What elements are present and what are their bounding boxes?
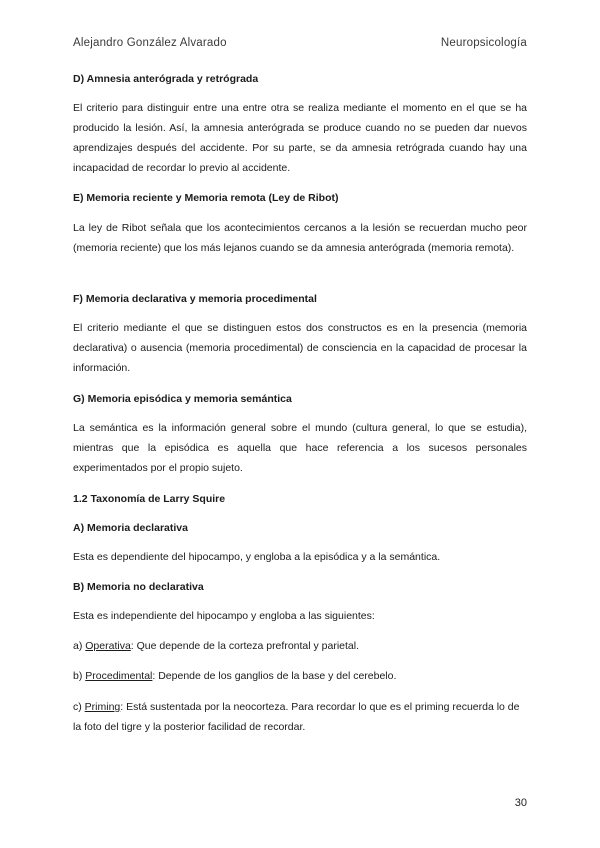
list-item-prefix: c) (73, 701, 85, 713)
squire-taxonomy-title: 1.2 Taxonomía de Larry Squire (73, 493, 226, 505)
section-e-body: La ley de Ribot señala que los acontecimientos cercanos a la lesión se recuerdan mucho peor (memoria reciente) que los más lejanos cuando se da amnesia anterógrada (memoria remota). (73, 222, 527, 254)
list-item-operativa (73, 636, 527, 656)
section-a-body: Esta es dependiente del hipocampo, y engloba a la episódica y a la semántica. (73, 551, 441, 563)
section-g-body: La semántica es la información general sobre el mundo (cultura general, lo que se estudia), mientras que la episódica es aquella que hace referencia a los sucesos personales experimentados por el propio sujeto. (73, 422, 527, 474)
section-g-title: G) Memoria episódica y memoria semántica (73, 393, 292, 405)
section-f-body: El criterio mediante el que se distinguen estos dos constructos es en la presencia (memoria declarativa) o ausencia (memoria procedimental) de consciencia en la capacidad de procesar la información. (73, 322, 527, 374)
section-d-title: D) Amnesia anterógrada y retrógrada (73, 73, 259, 85)
section-b-body: Esta es independiente del hipocampo y engloba a las siguientes: (73, 610, 375, 622)
section-d-body: El criterio para distinguir entre una entre otra se realiza mediante el momento en el que se ha producido la lesión. Así, la amnesia anterógrada se produce cuando no se pueden dar nuevos aprendizajes después del accidente. Por su parte, se da amnesia retrógrada cuando hay una incapacidad de recordar lo previo al accidente. (73, 102, 527, 174)
section-f-title: F) Memoria declarativa y memoria procedimental (73, 293, 317, 305)
section-b-title: B) Memoria no declarativa (73, 581, 204, 593)
section-a-title: A) Memoria declarativa (73, 522, 188, 534)
list-item-text: : Está sustentada por la neocorteza. Para recordar lo que es el priming recuerda lo de la foto del tigre y la posterior facilidad de recordar. (73, 701, 520, 733)
list-item-text: : Depende de los ganglios de la base y del cerebelo. (152, 670, 397, 682)
list-item-prefix: b) (73, 670, 86, 682)
list-item-term: Operativa (85, 640, 131, 652)
subject-title: Neuropsicología (440, 37, 527, 49)
list-item-term: Priming (84, 701, 121, 713)
list-item-prefix: a) (73, 640, 86, 652)
list-item-term: Procedimental (85, 670, 153, 682)
page-number: 30 (514, 797, 527, 809)
author-name: Alejandro González Alvarado (73, 37, 227, 49)
list-item-priming (73, 697, 527, 737)
list-item-text: : Que depende de la corteza prefrontal y parietal. (130, 640, 360, 652)
list-item-procedimental (73, 666, 527, 686)
page-header (73, 37, 527, 53)
section-e-title: E) Memoria reciente y Memoria remota (Ley de Ribot) (73, 192, 339, 204)
